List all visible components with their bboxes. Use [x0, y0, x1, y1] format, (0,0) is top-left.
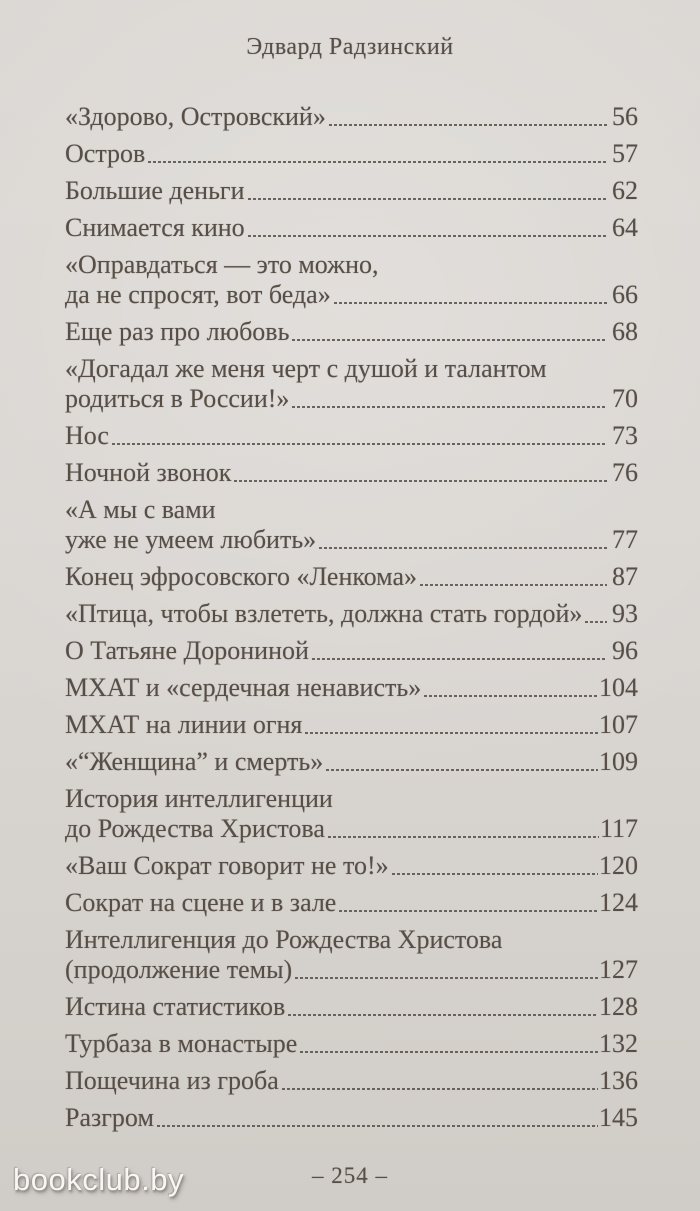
page-header-author: Эдвард Радзинский — [246, 34, 454, 60]
toc-entry-line: «Догадал же меня черт с душой и талантом — [65, 354, 547, 383]
toc-entry — [65, 747, 638, 777]
toc-entry-line-with-page — [65, 176, 638, 206]
toc-entry-title: Еще раз про любовь — [65, 317, 290, 346]
toc-entry — [65, 458, 638, 488]
toc-entry-page-number: 73 — [612, 421, 638, 450]
toc-entry — [65, 1029, 638, 1059]
toc-entry-title: Истина статистиков — [65, 992, 286, 1021]
dot-leader — [148, 160, 607, 163]
toc-entry-line-with-page — [65, 213, 638, 243]
toc-entry-title: Сократ на сцене и в зале — [65, 888, 337, 917]
toc-entry — [65, 888, 638, 918]
toc-entry-line: «А мы с вами — [65, 495, 216, 524]
toc-entry-line-with-page — [65, 814, 638, 844]
toc-entry-line: «Оправдаться — это можно, — [65, 250, 379, 279]
toc-entry-page-number: 128 — [599, 992, 638, 1021]
toc-entry — [65, 354, 638, 414]
page-number: – 254 – — [312, 1163, 388, 1188]
dot-leader — [248, 197, 607, 200]
toc-entry-line-with-page — [65, 673, 638, 703]
toc-entry-page-number: 57 — [612, 139, 638, 168]
toc-entry-title: до Рождества Христова — [65, 814, 325, 843]
toc-entry-line-with-page — [65, 955, 638, 985]
toc-entry-page-number: 136 — [599, 1066, 638, 1095]
table-of-contents — [65, 102, 638, 1140]
toc-entry-page-number: 77 — [612, 525, 638, 554]
dot-leader — [282, 1087, 598, 1090]
dot-leader — [334, 301, 607, 304]
toc-entry-line-with-page — [65, 458, 638, 488]
dot-leader — [424, 694, 598, 697]
dot-leader — [326, 768, 598, 771]
toc-entry-title: уже не умеем любить» — [65, 525, 317, 554]
toc-entry-page-number: 104 — [599, 673, 638, 702]
toc-entry-page-number: 96 — [612, 636, 638, 665]
dot-leader — [248, 234, 607, 237]
toc-entry-page-number: 56 — [612, 102, 638, 131]
toc-entry-line-with-page — [65, 280, 638, 310]
toc-entry-title: МХАТ и «сердечная ненависть» — [65, 673, 422, 702]
toc-entry-page-number: 117 — [599, 814, 638, 843]
dot-leader — [392, 872, 598, 875]
toc-entry-line: История интеллигенции — [65, 784, 333, 813]
toc-entry-title: «Здорово, Островский» — [65, 102, 326, 131]
toc-entry — [65, 102, 638, 132]
dot-leader — [420, 583, 607, 586]
toc-entry — [65, 710, 638, 740]
dot-leader — [339, 909, 598, 912]
toc-entry-page-number: 66 — [612, 280, 638, 309]
dot-leader — [157, 1124, 598, 1127]
toc-entry-page-number: 145 — [599, 1103, 638, 1132]
toc-entry-page-number: 120 — [599, 851, 638, 880]
toc-entry-title: Нос — [65, 421, 109, 450]
toc-entry-line-with-page — [65, 747, 638, 777]
toc-entry-title: Большие деньги — [65, 176, 245, 205]
toc-entry-title: Конец эфросовского «Ленкома» — [65, 562, 417, 591]
toc-entry-line-with-page — [65, 525, 638, 555]
toc-entry — [65, 851, 638, 881]
toc-entry-title: да не спросят, вот беда» — [65, 280, 331, 309]
toc-entry — [65, 317, 638, 347]
toc-entry-page-number: 62 — [612, 176, 638, 205]
toc-entry-page-number: 70 — [612, 384, 638, 413]
toc-entry-line-with-page — [65, 888, 638, 918]
toc-entry-title: (продолжение темы) — [65, 955, 293, 984]
toc-entry-title: Пощечина из гроба — [65, 1066, 279, 1095]
toc-entry — [65, 925, 638, 985]
toc-entry — [65, 562, 638, 592]
toc-entry-page-number: 132 — [599, 1029, 638, 1058]
toc-entry-line-with-page — [65, 421, 638, 451]
toc-entry-line-with-page — [65, 992, 638, 1022]
dot-leader — [328, 835, 599, 838]
toc-entry-line-with-page — [65, 102, 638, 132]
toc-entry-title: Разгром — [65, 1103, 154, 1132]
dot-leader — [319, 546, 607, 549]
dot-leader — [300, 1050, 598, 1053]
toc-entry-line-with-page — [65, 1029, 638, 1059]
toc-entry-page-number: 76 — [612, 458, 638, 487]
toc-entry-page-number: 68 — [612, 317, 638, 346]
toc-entry-line-with-page — [65, 384, 638, 414]
toc-entry-title: «“Женщина” и смерть» — [65, 747, 324, 776]
toc-entry — [65, 784, 638, 844]
dot-leader — [329, 123, 607, 126]
toc-entry-title: Турбаза в монастыре — [65, 1029, 298, 1058]
toc-entry — [65, 495, 638, 555]
toc-entry-line-with-page — [65, 851, 638, 881]
toc-entry — [65, 421, 638, 451]
toc-entry-page-number: 127 — [599, 955, 638, 984]
toc-entry-line: Интеллигенция до Рождества Христова — [65, 925, 503, 954]
toc-entry — [65, 636, 638, 666]
toc-entry-line-with-page — [65, 139, 638, 169]
toc-entry-title: Остров — [65, 139, 146, 168]
toc-entry — [65, 1066, 638, 1096]
toc-entry-line-with-page — [65, 317, 638, 347]
toc-entry-page-number: 93 — [612, 599, 638, 628]
toc-entry-title: «Ваш Сократ говорит не то!» — [65, 851, 389, 880]
dot-leader — [292, 405, 607, 408]
toc-entry — [65, 1103, 638, 1133]
toc-entry-line-with-page — [65, 562, 638, 592]
toc-entry-page-number: 64 — [612, 213, 638, 242]
toc-entry-page-number: 124 — [599, 888, 638, 917]
toc-entry-title: родиться в России!» — [65, 384, 290, 413]
dot-leader — [288, 1013, 598, 1016]
toc-entry — [65, 213, 638, 243]
watermark-bookclub: bookclub.by — [13, 1162, 184, 1197]
toc-entry — [65, 599, 638, 629]
toc-entry — [65, 673, 638, 703]
toc-entry-line-with-page — [65, 1066, 638, 1096]
toc-entry-line-with-page — [65, 710, 638, 740]
toc-entry-title: Снимается кино — [65, 213, 245, 242]
toc-entry — [65, 139, 638, 169]
toc-entry-page-number: 107 — [599, 710, 638, 739]
toc-entry-line-with-page — [65, 636, 638, 666]
toc-entry-page-number: 109 — [599, 747, 638, 776]
dot-leader — [585, 620, 607, 623]
dot-leader — [312, 657, 607, 660]
dot-leader — [234, 479, 607, 482]
dot-leader — [305, 731, 598, 734]
toc-entry — [65, 176, 638, 206]
dot-leader — [292, 338, 607, 341]
toc-entry — [65, 250, 638, 310]
toc-entry — [65, 992, 638, 1022]
toc-entry-line-with-page — [65, 1103, 638, 1133]
dot-leader — [295, 976, 598, 979]
dot-leader — [112, 442, 607, 445]
toc-entry-title: МХАТ на линии огня — [65, 710, 303, 739]
toc-entry-page-number: 87 — [612, 562, 638, 591]
toc-entry-title: Ночной звонок — [65, 458, 232, 487]
toc-entry-title: О Татьяне Дорониной — [65, 636, 309, 665]
toc-entry-title: «Птица, чтобы взлететь, должна стать гордой» — [65, 599, 583, 628]
toc-entry-line-with-page — [65, 599, 638, 629]
